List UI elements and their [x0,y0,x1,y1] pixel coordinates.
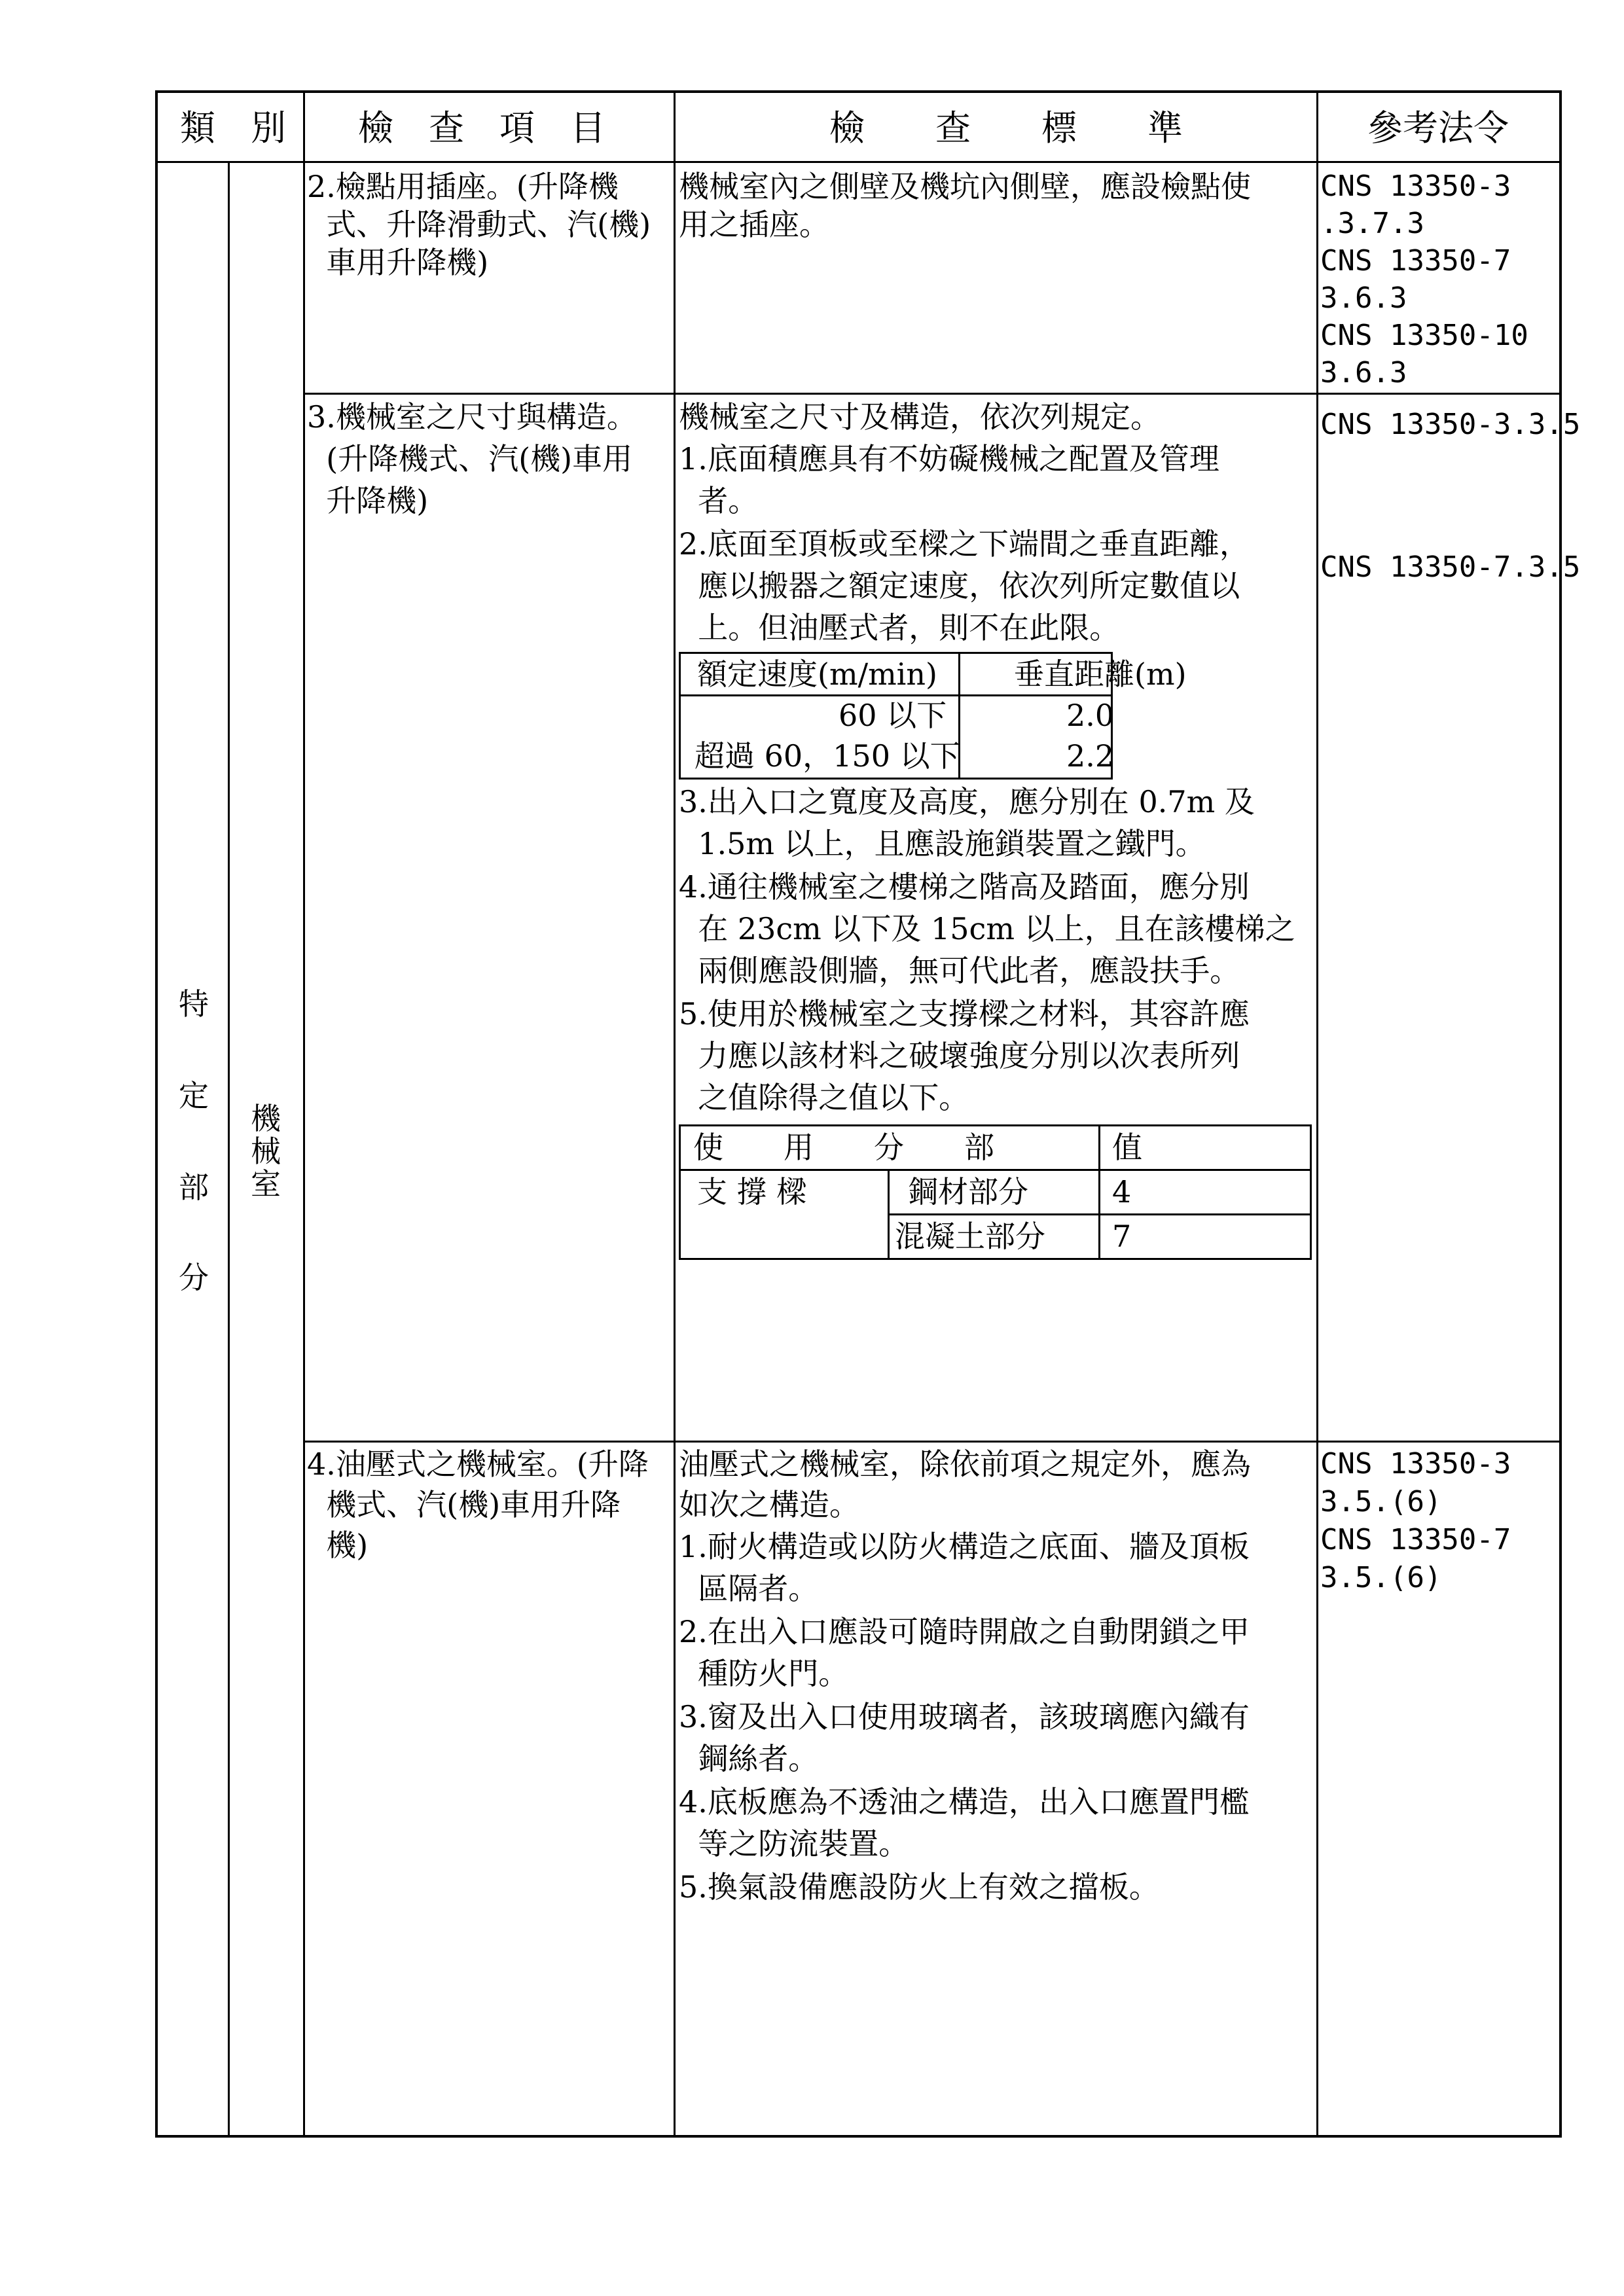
category-main-char: 定 [179,1078,209,1113]
header-divider [155,161,1562,163]
row2-standard-line: 4.通往機械室之樓梯之階高及踏面，應分別 [679,869,1250,905]
row1-ref: CNS 13350-3 [1320,170,1511,203]
row-divider-1 [303,393,1562,395]
header-item: 檢 查 項 目 [358,107,605,149]
stress-table-group: 支 撐 樑 [697,1174,807,1210]
row3-standard-line: 4.底板應為不透油之構造，出入口應置門檻 [679,1784,1250,1820]
row3-standard-line: 鋼絲者。 [679,1741,819,1776]
row1-ref: 3.6.3 [1320,356,1407,389]
row3-ref: CNS 13350-3 [1320,1447,1511,1480]
row3-standard-line: 區隔者。 [679,1571,819,1606]
row2-standard-intro: 機械室之尺寸及構造，依次列規定。 [679,399,1161,435]
table-border-right [1559,90,1562,2138]
row2-standard-line: 應以搬器之額定速度，依次列所定數值以 [679,568,1240,603]
row3-standard-line: 3.窗及出入口使用玻璃者，該玻璃應內織有 [679,1699,1250,1734]
row2-standard-line: 2.底面至頂板或至樑之下端間之垂直距離， [679,526,1250,562]
row3-ref: 3.5.(6) [1320,1485,1442,1518]
stress-table-cell: 4 [1112,1174,1132,1210]
speed-table-cell: 60 以下 [839,698,947,733]
row3-item-line: 4.油壓式之機械室。(升降 [307,1446,649,1482]
category-sub-char: 機 [251,1101,281,1136]
row1-item-line: 2.檢點用插座。(升降機 [307,169,619,204]
stress-table-header: 值 [1112,1130,1142,1165]
row2-item-line: 升降機) [307,483,429,518]
speed-table-cell: 2.2 [1066,738,1115,774]
stress-table-cell: 鋼材部分 [908,1174,1028,1210]
col-divider-standard [674,90,676,2138]
row3-standard-line: 5.換氣設備應設防火上有效之擋板。 [679,1869,1159,1905]
stress-table-header: 使 用 分 部 [693,1130,994,1165]
row2-ref: CNS 13350-3.3.5 [1320,408,1581,441]
speed-table [679,652,1187,780]
col-divider-sub [228,161,230,2138]
stress-table-cell: 混凝土部分 [895,1219,1045,1254]
row3-item-line: 機) [307,1528,369,1563]
row2-standard-line: 力應以該材料之破壞強度分別以次表所列 [679,1038,1240,1073]
inspection-table [155,90,1581,2138]
category-sub-char: 械 [251,1134,281,1169]
stress-table-cell: 7 [1112,1219,1132,1254]
row3-standard-line: 油壓式之機械室，除依前項之規定外，應為 [679,1446,1251,1482]
row3-ref: CNS 13350-7 [1320,1523,1511,1556]
header-reference: 參考法令 [1367,107,1509,149]
col-divider-item [303,90,305,2138]
row3-standard-line: 如次之構造。 [679,1487,859,1522]
row2-standard-line: 1.5m 以上，且應設施鎖裝置之鐵門。 [679,826,1206,861]
speed-table-cell: 超過 60，150 以下 [695,738,960,774]
row2-item-line: 3.機械室之尺寸與構造。 [307,399,637,435]
row2-ref: CNS 13350-7.3.5 [1320,550,1581,584]
row-divider-2 [303,1441,1562,1443]
speed-table-header: 垂直距離(m) [1014,656,1187,692]
row2-standard-line: 者。 [679,483,759,518]
row1-standard-line: 用之插座。 [679,207,829,242]
row2-item-line: (升降機式、汽(機)車用 [307,441,633,476]
row2-standard-line: 之值除得之值以下。 [679,1080,969,1115]
header-category: 類 別 [180,107,286,149]
category-main-char: 部 [179,1170,209,1205]
row1-item-line: 車用升降機) [307,245,489,280]
speed-table-header: 額定速度(m/min) [697,656,937,692]
row3-item-line: 機式、汽(機)車用升降 [307,1487,621,1522]
table-border-left [155,90,158,2138]
row3-standard-line: 等之防流裝置。 [679,1826,909,1861]
row2-standard-line: 兩側應設側牆，無可代此者，應設扶手。 [679,953,1240,988]
row3-ref: 3.5.(6) [1320,1561,1442,1594]
row1-ref: 3.6.3 [1320,281,1407,315]
table-border-top [155,90,1562,93]
row3-standard-line: 1.耐火構造或以防火構造之底面、牆及頂板 [679,1529,1250,1564]
category-main-char: 分 [179,1260,209,1295]
row1-ref: CNS 13350-10 [1320,319,1528,352]
row1-ref: .3.7.3 [1320,207,1424,240]
row2-standard-line: 1.底面積應具有不妨礙機械之配置及管理 [679,441,1219,476]
header-standard: 檢 查 標 準 [829,107,1183,149]
row2-standard-line: 上。但油壓式者，則不在此限。 [679,610,1120,645]
table-border-bottom [155,2135,1562,2138]
row3-standard-line: 種防火門。 [679,1656,849,1691]
row2-standard-line: 3.出入口之寬度及高度，應分別在 0.7m 及 [679,784,1255,819]
row2-standard-line: 5.使用於機械室之支撐樑之材料，其容許應 [679,996,1250,1031]
row1-ref: CNS 13350-7 [1320,244,1511,278]
row3-standard-line: 2.在出入口應設可隨時開啟之自動閉鎖之甲 [679,1614,1250,1649]
row1-standard-line: 機械室內之側壁及機坑內側壁，應設檢點使 [679,169,1251,204]
row2-standard-line: 在 23cm 以下及 15cm 以上，且在該樓梯之 [679,911,1295,946]
row1-item-line: 式、升降滑動式、汽(機) [307,207,651,242]
category-main-char: 特 [179,986,209,1022]
category-sub-char: 室 [251,1166,281,1202]
stress-table [679,1124,1312,1260]
speed-table-cell: 2.0 [1066,698,1115,733]
col-divider-reference [1316,90,1318,2138]
